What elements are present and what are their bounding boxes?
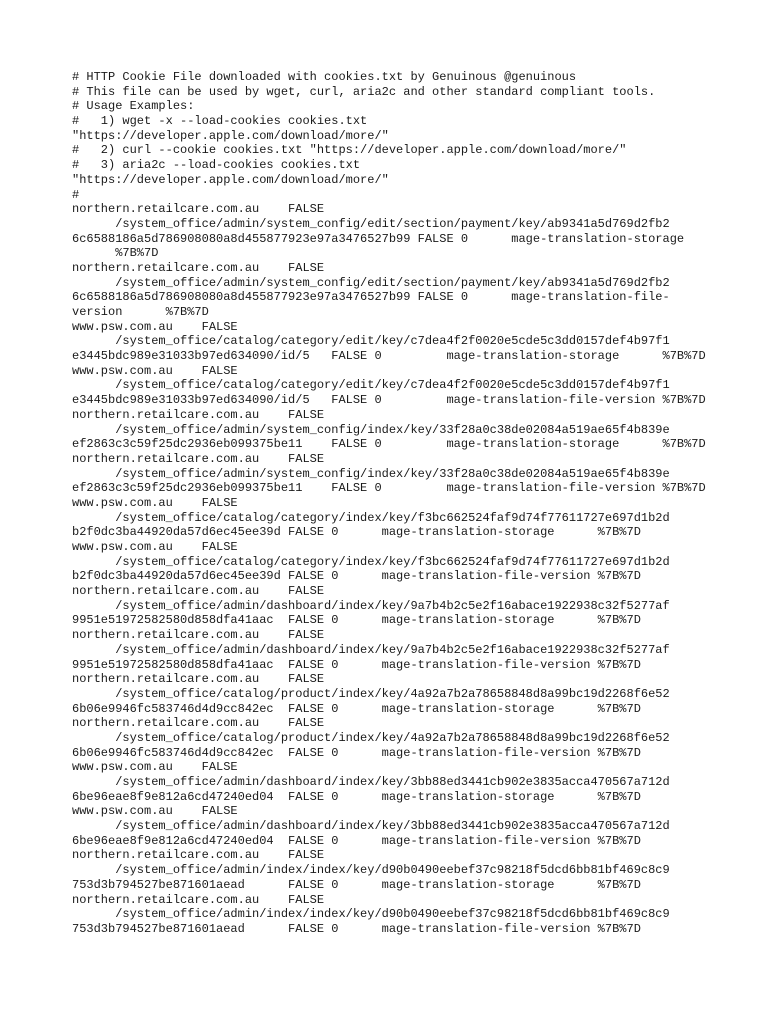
text-line: 6c6588186a5d786908080a8d455877923e97a3476527b99 FALSE 0 mage-translation-storage (72, 231, 685, 246)
text-line: version %7B%7D (72, 305, 209, 319)
text-line: www.psw.com.au FALSE (72, 363, 238, 378)
text-line: northern.retailcare.com.au FALSE (72, 628, 325, 643)
text-line: northern.retailcare.com.au FALSE (72, 892, 325, 907)
text-line: /system_office/admin/system_config/index/key/33f28a0c38de02084a519ae65f4b839e (72, 466, 670, 481)
text-line: /system_office/catalog/product/index/key/4a92a7b2a78658848d8a99bc19d2268f6e52 (72, 730, 670, 745)
text-line: /system_office/admin/dashboard/index/key/9a7b4b2c5e2f16abace1922938c32f5277af (72, 598, 670, 613)
text-line: b2f0dc3ba44920da57d6ec45ee39d FALSE 0 mage-translation-storage %7B%7D (72, 525, 641, 540)
text-line: www.psw.com.au FALSE (72, 804, 238, 819)
text-line: 6b06e9946fc583746d4d9cc842ec FALSE 0 mage-translation-storage %7B%7D (72, 701, 641, 716)
text-line: northern.retailcare.com.au FALSE (72, 407, 325, 422)
text-line: northern.retailcare.com.au FALSE (72, 451, 325, 466)
text-line: # Usage Examples: (72, 99, 195, 114)
text-line: 9951e51972582580d858dfa41aac FALSE 0 mage-translation-storage %7B%7D (72, 613, 641, 628)
text-line: www.psw.com.au FALSE (72, 319, 238, 334)
text-line: e3445bdc989e31033b97ed634090/id/5 FALSE 0 mage-translation-file-version %7B%7D (72, 393, 706, 408)
text-line: 9951e51972582580d858dfa41aac FALSE 0 mage-translation-file-version %7B%7D (72, 657, 641, 672)
text-line: # 1) wget -x --load-cookies cookies.txt (72, 114, 368, 129)
text-line: /system_office/admin/system_config/edit/section/payment/key/ab9341a5d769d2fb2 (72, 216, 670, 231)
text-line: /system_office/catalog/category/index/key/f3bc662524faf9d74f77611727e697d1b2d (72, 554, 670, 569)
text-line: northern.retailcare.com.au FALSE (72, 260, 325, 275)
text-line: "https://developer.apple.com/download/more/" (72, 172, 389, 187)
text-line: northern.retailcare.com.au FALSE (72, 672, 325, 687)
text-line: northern.retailcare.com.au FALSE (72, 848, 325, 863)
text-line: /system_office/admin/index/index/key/d90b0490eebef37c98218f5dcd6bb81bf469c8c9 (72, 863, 670, 878)
text-line: /system_office/admin/dashboard/index/key/3bb88ed3441cb902e3835acca470567a712d (72, 819, 670, 834)
text-line: 6b06e9946fc583746d4d9cc842ec FALSE 0 mage-translation-file-version %7B%7D (72, 745, 641, 760)
text-line: northern.retailcare.com.au FALSE (72, 584, 325, 599)
text-line: /system_office/catalog/category/index/key/f3bc662524faf9d74f77611727e697d1b2d (72, 510, 670, 525)
text-line: /system_office/admin/dashboard/index/key/3bb88ed3441cb902e3835acca470567a712d (72, 775, 670, 789)
text-line: /system_office/admin/index/index/key/d90b0490eebef37c98218f5dcd6bb81bf469c8c9 (72, 907, 670, 922)
text-line: www.psw.com.au FALSE (72, 540, 238, 554)
text-line: /system_office/admin/system_config/edit/section/payment/key/ab9341a5d769d2fb2 (72, 275, 670, 290)
text-line: ef2863c3c59f25dc2936eb099375be11 FALSE 0 mage-translation-file-version %7B%7D (72, 481, 706, 496)
text-line: /system_office/catalog/product/index/key/4a92a7b2a78658848d8a99bc19d2268f6e52 (72, 686, 670, 701)
text-line: /system_office/catalog/category/edit/key/c7dea4f2f0020e5cde5c3dd0157def4b97f1 (72, 378, 670, 393)
text-line: 6be96eae8f9e812a6cd47240ed04 FALSE 0 mage-translation-storage %7B%7D (72, 789, 641, 804)
text-line: b2f0dc3ba44920da57d6ec45ee39d FALSE 0 mage-translation-file-version %7B%7D (72, 569, 641, 584)
text-line: northern.retailcare.com.au FALSE (72, 202, 325, 217)
text-line: /system_office/admin/dashboard/index/key/9a7b4b2c5e2f16abace1922938c32f5277af (72, 642, 670, 657)
text-line: 753d3b794527be871601aead FALSE 0 mage-translation-storage %7B%7D (72, 877, 641, 892)
text-line: # This file can be used by wget, curl, aria2c and other standard compliant tools. (72, 84, 656, 99)
text-line: # 3) aria2c --load-cookies cookies.txt (72, 158, 361, 173)
text-line: /system_office/admin/system_config/index/key/33f28a0c38de02084a519ae65f4b839e (72, 422, 670, 437)
text-line: /system_office/catalog/category/edit/key/c7dea4f2f0020e5cde5c3dd0157def4b97f1 (72, 334, 670, 349)
text-line: # 2) curl --cookie cookies.txt "https://developer.apple.com/download/more/" (72, 143, 627, 158)
text-line: e3445bdc989e31033b97ed634090/id/5 FALSE 0 mage-translation-storage %7B%7D (72, 349, 706, 364)
text-line: www.psw.com.au FALSE (72, 495, 238, 510)
text-line: 6be96eae8f9e812a6cd47240ed04 FALSE 0 mage-translation-file-version %7B%7D (72, 833, 641, 848)
text-line: 6c6588186a5d786908080a8d455877923e97a3476527b99 FALSE 0 mage-translation-file- (72, 290, 670, 305)
text-line: "https://developer.apple.com/download/more/" (72, 128, 389, 143)
text-line: # HTTP Cookie File downloaded with cookies.txt by Genuinous @genuinous (72, 70, 577, 84)
text-line: %7B%7D (72, 246, 159, 261)
text-line: northern.retailcare.com.au FALSE (72, 716, 325, 731)
cookie-file-text (72, 70, 712, 937)
text-line: www.psw.com.au FALSE (72, 760, 238, 775)
text-line: ef2863c3c59f25dc2936eb099375be11 FALSE 0 mage-translation-storage %7B%7D (72, 437, 706, 452)
text-line: 753d3b794527be871601aead FALSE 0 mage-translation-file-version %7B%7D (72, 921, 641, 936)
text-line: # (72, 187, 80, 202)
